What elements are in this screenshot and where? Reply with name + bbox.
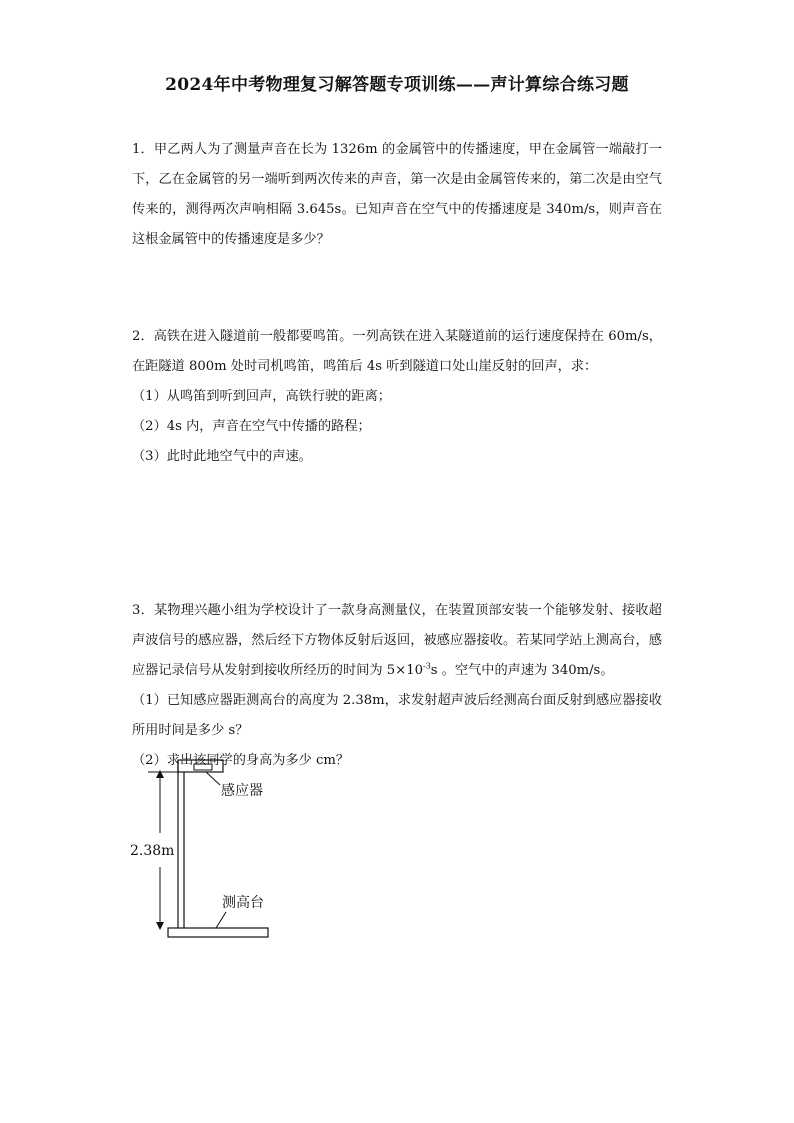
question-2-stem: 2．高铁在进入隧道前一般都要鸣笛。一列高铁在进入某隧道前的运行速度保持在 60m/s，在距隧道 800m 处时司机鸣笛，鸣笛后 4s 听到隧道口处山崖反射的回声，求：	[132, 329, 662, 374]
sensor-box	[194, 764, 212, 770]
question-3-exponent: -3	[422, 661, 431, 671]
question-3-stem-b: s 。空气中的声速为 340m/s。	[430, 663, 614, 678]
question-2	[132, 322, 662, 472]
question-1	[132, 135, 662, 255]
question-2-sub-2: （2）4s 内，声音在空气中传播的路程；	[132, 419, 371, 434]
question-3	[132, 596, 662, 776]
question-3-stem	[132, 596, 662, 686]
page-title: 2024年中考物理复习解答题专项训练——声计算综合练习题	[165, 75, 629, 95]
height-label: 2.38m	[130, 843, 175, 859]
sensor-label: 感应器	[221, 783, 263, 799]
platform-base	[168, 928, 268, 937]
question-3-sub-1: （1）已知感应器距测高台的高度为 2.38m，求发射超声波后经测高台面反射到感应器接收所用时间是多少 s？	[132, 693, 662, 738]
question-2-sub-3: （3）此时此地空气中的声速。	[132, 449, 312, 464]
platform-label: 测高台	[222, 895, 264, 911]
question-3-stem-a: 3．某物理兴趣小组为学校设计了一款身高测量仪，在装置顶部安装一个能够发射、接收超声波信号的感应器，然后经下方物体反射后返回，被感应器接收。若某同学站上测高台，感应器记录信号从发射到接收所经历的时间为 5×10	[132, 603, 662, 678]
question-1-text: 1．甲乙两人为了测量声音在长为 1326m 的金属管中的传播速度，甲在金属管一端敲打一下，乙在金属管的另一端听到两次传来的声音，第一次是由金属管传来的，第二次是由空气传来的，测得两次声响相隔 3.645s。已知声音在空气中的传播速度是 340m/s，则声音在这根金属管中的传播速度是多少？	[132, 142, 662, 247]
height-meter-figure	[120, 755, 290, 945]
question-2-sub-1: （1）从鸣笛到听到回声，高铁行驶的距离；	[132, 389, 391, 404]
sensor-leader-line	[206, 772, 220, 785]
platform-leader-line	[216, 912, 226, 928]
question-3-sub-2: （2）求出该同学的身高为多少 cm？	[132, 753, 350, 768]
